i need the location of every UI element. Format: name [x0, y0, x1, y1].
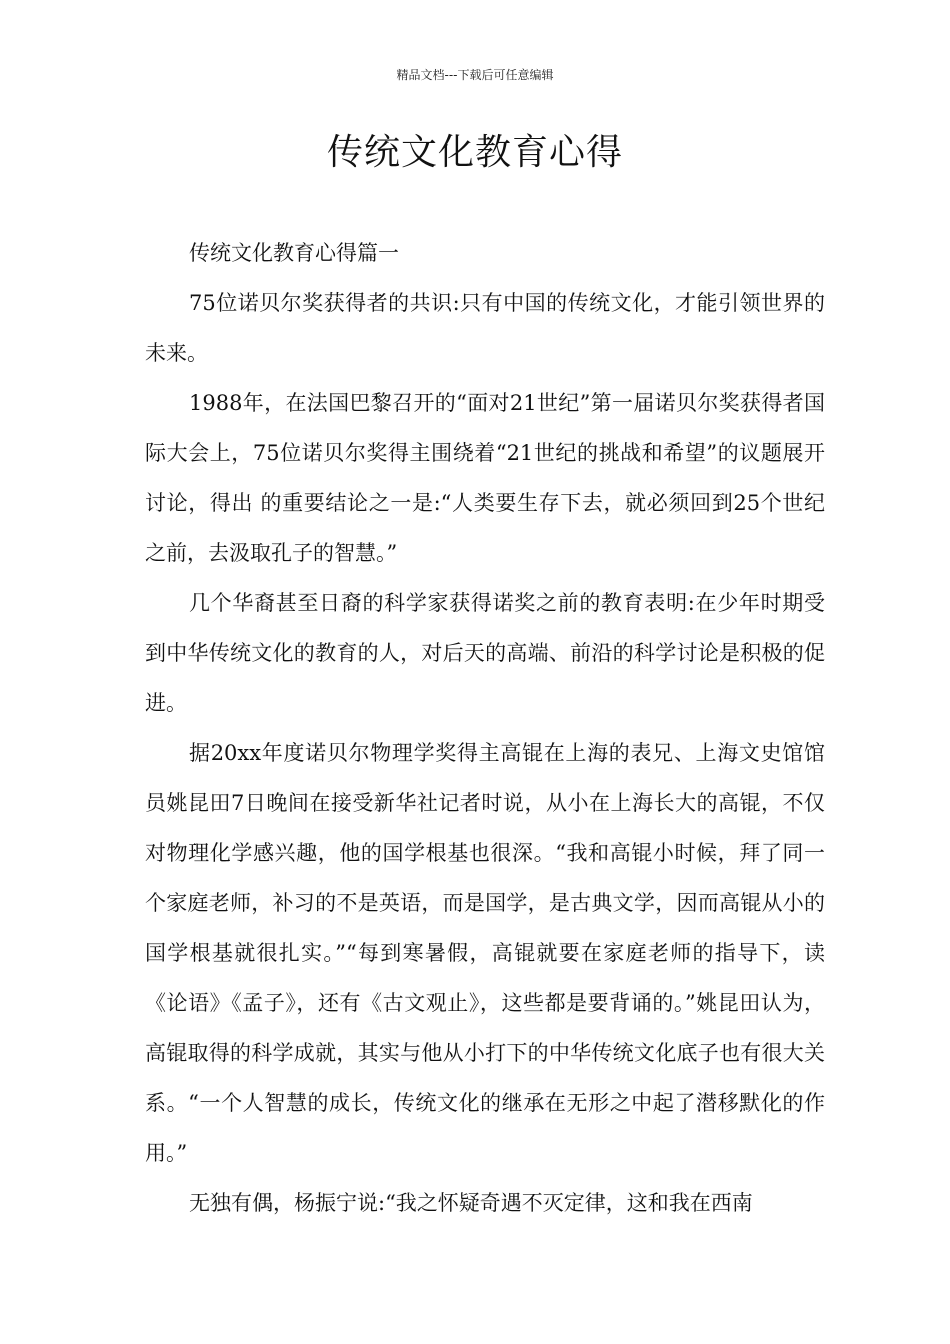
paragraph: 1988年，在法国巴黎召开的“面对21世纪”第一届诺贝尔奖获得者国际大会上，75位诺贝尔奖得主围绕着“21世纪的挑战和希望”的议题展开讨论，得出 的重要结论之一是:“人类要生存下去，就必须回到25个世纪之前，去汲取孔子的智慧。”: [145, 391, 825, 565]
paragraph: 75位诺贝尔奖获得者的共识:只有中国的传统文化，才能引领世界的未来。: [145, 291, 825, 365]
paragraph: 几个华裔甚至日裔的科学家获得诺奖之前的教育表明:在少年时期受到中华传统文化的教育的人，对后天的高端、前沿的科学讨论是积极的促进。: [145, 591, 825, 715]
document-body: [145, 228, 825, 1228]
paragraph: 无独有偶，杨振宁说:“我之怀疑奇遇不灭定律，这和我在西南: [189, 1191, 753, 1215]
section-heading: 传统文化教育心得篇一: [189, 241, 399, 265]
header-note: 精品文档---下载后可任意编辑: [396, 68, 554, 82]
document-title: 传统文化教育心得: [326, 132, 623, 173]
paragraph: 据20xx年度诺贝尔物理学奖得主高锟在上海的表兄、上海文史馆馆员姚昆田7日晚间在接受新华社记者时说，从小在上海长大的高锟，不仅对物理化学感兴趣，他的国学根基也很深。“我和高锟小时候，拜了同一个家庭老师，补习的不是英语，而是国学，是古典文学，因而高锟从小的国学根基就很扎实。”“每到寒暑假，高锟就要在家庭老师的指导下，读《论语》《孟子》，还有《古文观止》，这些都是要背诵的。”姚昆田认为，高锟取得的科学成就，其实与他从小打下的中华传统文化底子也有很大关系。“一个人智慧的成长，传统文化的继承在无形之中起了潜移默化的作用。”: [145, 741, 825, 1165]
